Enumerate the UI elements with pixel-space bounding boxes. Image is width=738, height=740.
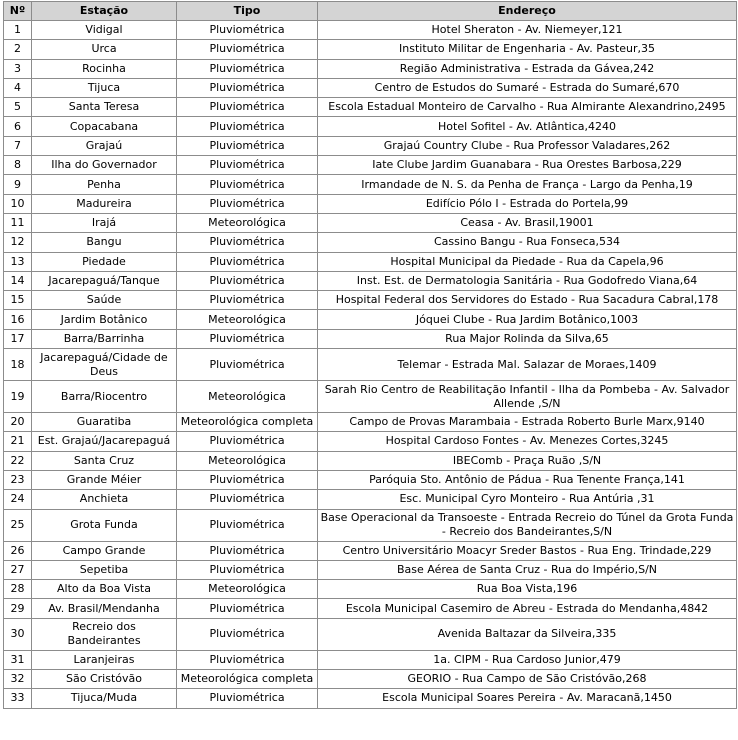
cell-estacao: Grande Méier — [32, 470, 177, 489]
cell-tipo: Meteorológica — [177, 381, 318, 413]
table-row — [4, 156, 737, 175]
cell-num: 27 — [4, 560, 32, 579]
cell-estacao: Madureira — [32, 194, 177, 213]
cell-estacao: Tijuca/Muda — [32, 689, 177, 708]
cell-endereco: Base Operacional da Transoeste - Entrada Recreio do Túnel da Grota Funda - Recreio dos Bandeirantes,S/N — [318, 509, 737, 541]
cell-estacao: Barra/Barrinha — [32, 329, 177, 348]
cell-endereco: Hospital Municipal da Piedade - Rua da Capela,96 — [318, 252, 737, 271]
cell-tipo: Pluviométrica — [177, 509, 318, 541]
header-row — [4, 2, 737, 21]
table-row — [4, 136, 737, 155]
table-row — [4, 291, 737, 310]
cell-num: 3 — [4, 59, 32, 78]
cell-tipo: Pluviométrica — [177, 470, 318, 489]
table-row — [4, 509, 737, 541]
cell-endereco: Sarah Rio Centro de Reabilitação Infantil - Ilha da Pombeba - Av. Salvador Allende ,S/N — [318, 381, 737, 413]
table-row — [4, 470, 737, 489]
cell-num: 5 — [4, 98, 32, 117]
cell-estacao: Copacabana — [32, 117, 177, 136]
cell-endereco: Hospital Cardoso Fontes - Av. Menezes Cortes,3245 — [318, 432, 737, 451]
cell-tipo: Pluviométrica — [177, 98, 318, 117]
cell-num: 21 — [4, 432, 32, 451]
table-row — [4, 213, 737, 232]
table-row — [4, 490, 737, 509]
header-tipo: Tipo — [177, 2, 318, 21]
table-row — [4, 233, 737, 252]
cell-num: 12 — [4, 233, 32, 252]
cell-num: 11 — [4, 213, 32, 232]
cell-estacao: Recreio dos Bandeirantes — [32, 618, 177, 650]
cell-num: 18 — [4, 349, 32, 381]
cell-num: 2 — [4, 40, 32, 59]
cell-endereco: Inst. Est. de Dermatologia Sanitária - Rua Godofredo Viana,64 — [318, 271, 737, 290]
cell-num: 8 — [4, 156, 32, 175]
cell-endereco: Escola Estadual Monteiro de Carvalho - Rua Almirante Alexandrino,2495 — [318, 98, 737, 117]
cell-estacao: Piedade — [32, 252, 177, 271]
table-row — [4, 541, 737, 560]
cell-estacao: Anchieta — [32, 490, 177, 509]
cell-num: 10 — [4, 194, 32, 213]
table-row — [4, 618, 737, 650]
cell-tipo: Meteorológica — [177, 310, 318, 329]
cell-endereco: 1a. CIPM - Rua Cardoso Junior,479 — [318, 650, 737, 669]
table-row — [4, 252, 737, 271]
cell-tipo: Pluviométrica — [177, 599, 318, 618]
cell-endereco: Centro de Estudos do Sumaré - Estrada do Sumaré,670 — [318, 78, 737, 97]
table-row — [4, 432, 737, 451]
cell-tipo: Pluviométrica — [177, 541, 318, 560]
stations-table — [3, 1, 737, 709]
cell-estacao: Ilha do Governador — [32, 156, 177, 175]
cell-tipo: Pluviométrica — [177, 233, 318, 252]
cell-estacao: Tijuca — [32, 78, 177, 97]
cell-endereco: Escola Municipal Casemiro de Abreu - Estrada do Mendanha,4842 — [318, 599, 737, 618]
table-row — [4, 670, 737, 689]
cell-estacao: Jardim Botânico — [32, 310, 177, 329]
cell-endereco: Rua Boa Vista,196 — [318, 580, 737, 599]
cell-endereco: Base Aérea de Santa Cruz - Rua do Império,S/N — [318, 560, 737, 579]
table-body — [4, 21, 737, 709]
cell-tipo: Pluviométrica — [177, 650, 318, 669]
cell-tipo: Meteorológica completa — [177, 670, 318, 689]
cell-tipo: Meteorológica — [177, 580, 318, 599]
cell-estacao: Santa Teresa — [32, 98, 177, 117]
cell-estacao: Irajá — [32, 213, 177, 232]
table-row — [4, 329, 737, 348]
cell-num: 22 — [4, 451, 32, 470]
cell-tipo: Pluviométrica — [177, 117, 318, 136]
table-row — [4, 78, 737, 97]
table-row — [4, 310, 737, 329]
cell-tipo: Pluviométrica — [177, 329, 318, 348]
table-row — [4, 175, 737, 194]
cell-endereco: Paróquia Sto. Antônio de Pádua - Rua Tenente França,141 — [318, 470, 737, 489]
cell-endereco: Rua Major Rolinda da Silva,65 — [318, 329, 737, 348]
cell-estacao: Grota Funda — [32, 509, 177, 541]
cell-num: 17 — [4, 329, 32, 348]
cell-tipo: Pluviométrica — [177, 252, 318, 271]
cell-endereco: Esc. Municipal Cyro Monteiro - Rua Antúria ,31 — [318, 490, 737, 509]
cell-estacao: Sepetiba — [32, 560, 177, 579]
cell-estacao: Grajaú — [32, 136, 177, 155]
cell-num: 30 — [4, 618, 32, 650]
cell-num: 28 — [4, 580, 32, 599]
cell-estacao: Bangu — [32, 233, 177, 252]
cell-num: 26 — [4, 541, 32, 560]
cell-estacao: Barra/Riocentro — [32, 381, 177, 413]
table-row — [4, 349, 737, 381]
table-header — [4, 2, 737, 21]
cell-num: 13 — [4, 252, 32, 271]
cell-tipo: Pluviométrica — [177, 490, 318, 509]
cell-num: 33 — [4, 689, 32, 708]
cell-estacao: Urca — [32, 40, 177, 59]
cell-endereco: Cassino Bangu - Rua Fonseca,534 — [318, 233, 737, 252]
cell-endereco: Região Administrativa - Estrada da Gávea,242 — [318, 59, 737, 78]
header-endereco: Endereço — [318, 2, 737, 21]
cell-num: 19 — [4, 381, 32, 413]
cell-estacao: Santa Cruz — [32, 451, 177, 470]
cell-estacao: Jacarepaguá/Cidade de Deus — [32, 349, 177, 381]
cell-endereco: Iate Clube Jardim Guanabara - Rua Orestes Barbosa,229 — [318, 156, 737, 175]
table-row — [4, 59, 737, 78]
cell-endereco: Campo de Provas Marambaia - Estrada Roberto Burle Marx,9140 — [318, 413, 737, 432]
cell-estacao: Laranjeiras — [32, 650, 177, 669]
cell-tipo: Pluviométrica — [177, 291, 318, 310]
cell-tipo: Pluviométrica — [177, 560, 318, 579]
cell-num: 32 — [4, 670, 32, 689]
cell-num: 24 — [4, 490, 32, 509]
table-row — [4, 650, 737, 669]
cell-tipo: Pluviométrica — [177, 618, 318, 650]
table-row — [4, 271, 737, 290]
cell-tipo: Pluviométrica — [177, 194, 318, 213]
cell-endereco: Instituto Militar de Engenharia - Av. Pasteur,35 — [318, 40, 737, 59]
cell-num: 4 — [4, 78, 32, 97]
cell-endereco: Escola Municipal Soares Pereira - Av. Maracanã,1450 — [318, 689, 737, 708]
cell-endereco: IBEComb - Praça Ruão ,S/N — [318, 451, 737, 470]
cell-num: 25 — [4, 509, 32, 541]
cell-estacao: Saúde — [32, 291, 177, 310]
cell-endereco: Avenida Baltazar da Silveira,335 — [318, 618, 737, 650]
cell-num: 7 — [4, 136, 32, 155]
cell-tipo: Meteorológica completa — [177, 413, 318, 432]
cell-tipo: Pluviométrica — [177, 271, 318, 290]
cell-endereco: Centro Universitário Moacyr Sreder Bastos - Rua Eng. Trindade,229 — [318, 541, 737, 560]
cell-num: 31 — [4, 650, 32, 669]
cell-num: 6 — [4, 117, 32, 136]
cell-endereco: Hotel Sofitel - Av. Atlântica,4240 — [318, 117, 737, 136]
cell-estacao: Campo Grande — [32, 541, 177, 560]
table-row — [4, 40, 737, 59]
cell-num: 1 — [4, 21, 32, 40]
table-row — [4, 21, 737, 40]
table-row — [4, 560, 737, 579]
cell-endereco: Telemar - Estrada Mal. Salazar de Moraes,1409 — [318, 349, 737, 381]
table-row — [4, 580, 737, 599]
cell-estacao: Penha — [32, 175, 177, 194]
table-row — [4, 98, 737, 117]
cell-endereco: Grajaú Country Clube - Rua Professor Valadares,262 — [318, 136, 737, 155]
cell-estacao: Rocinha — [32, 59, 177, 78]
cell-num: 20 — [4, 413, 32, 432]
cell-tipo: Pluviométrica — [177, 689, 318, 708]
cell-tipo: Meteorológica — [177, 451, 318, 470]
table-row — [4, 194, 737, 213]
table-row — [4, 599, 737, 618]
cell-tipo: Pluviométrica — [177, 59, 318, 78]
cell-num: 29 — [4, 599, 32, 618]
cell-num: 15 — [4, 291, 32, 310]
cell-estacao: São Cristóvão — [32, 670, 177, 689]
cell-num: 16 — [4, 310, 32, 329]
cell-tipo: Pluviométrica — [177, 432, 318, 451]
cell-tipo: Pluviométrica — [177, 40, 318, 59]
cell-endereco: Edifício Pólo I - Estrada do Portela,99 — [318, 194, 737, 213]
table-row — [4, 451, 737, 470]
cell-endereco: Jóquei Clube - Rua Jardim Botânico,1003 — [318, 310, 737, 329]
cell-endereco: GEORIO - Rua Campo de São Cristóvão,268 — [318, 670, 737, 689]
cell-tipo: Meteorológica — [177, 213, 318, 232]
table-row — [4, 689, 737, 708]
cell-estacao: Av. Brasil/Mendanha — [32, 599, 177, 618]
cell-estacao: Vidigal — [32, 21, 177, 40]
cell-tipo: Pluviométrica — [177, 156, 318, 175]
cell-tipo: Pluviométrica — [177, 175, 318, 194]
cell-num: 23 — [4, 470, 32, 489]
cell-tipo: Pluviométrica — [177, 349, 318, 381]
table-row — [4, 413, 737, 432]
cell-estacao: Jacarepaguá/Tanque — [32, 271, 177, 290]
cell-num: 9 — [4, 175, 32, 194]
cell-endereco: Hotel Sheraton - Av. Niemeyer,121 — [318, 21, 737, 40]
cell-tipo: Pluviométrica — [177, 21, 318, 40]
header-num: Nº — [4, 2, 32, 21]
table-row — [4, 117, 737, 136]
cell-endereco: Hospital Federal dos Servidores do Estado - Rua Sacadura Cabral,178 — [318, 291, 737, 310]
cell-estacao: Est. Grajaú/Jacarepaguá — [32, 432, 177, 451]
cell-endereco: Ceasa - Av. Brasil,19001 — [318, 213, 737, 232]
header-estacao: Estação — [32, 2, 177, 21]
cell-endereco: Irmandade de N. S. da Penha de França - Largo da Penha,19 — [318, 175, 737, 194]
cell-num: 14 — [4, 271, 32, 290]
cell-tipo: Pluviométrica — [177, 78, 318, 97]
table-row — [4, 381, 737, 413]
cell-tipo: Pluviométrica — [177, 136, 318, 155]
cell-estacao: Guaratiba — [32, 413, 177, 432]
cell-estacao: Alto da Boa Vista — [32, 580, 177, 599]
